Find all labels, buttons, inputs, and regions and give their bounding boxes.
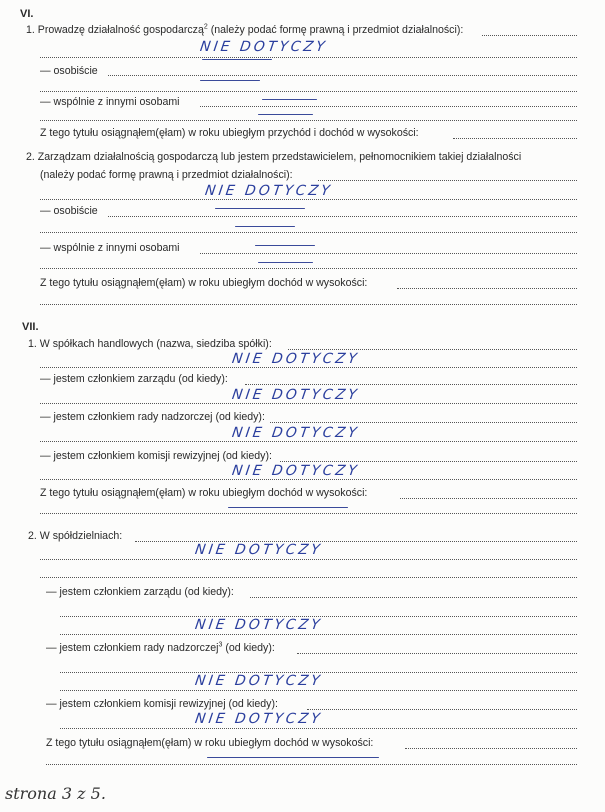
fill-line[interactable]	[40, 577, 577, 578]
handwritten-dash	[255, 245, 315, 246]
s7-item1-audit: — jestem członkiem komisji rewizyjnej (od kiedy):	[40, 450, 272, 462]
s7-item1-board: — jestem członkiem zarządu (od kiedy):	[40, 373, 228, 385]
handwritten-dash	[207, 757, 379, 758]
fill-line[interactable]	[200, 106, 577, 107]
s6-item1-personally: — osobiście	[40, 65, 98, 77]
s6-item1-label-text: 1. Prowadzę działalność gospodarczą	[26, 24, 204, 36]
s6-item2-label-line1: 2. Zarządzam działalnością gospodarczą lub jestem przedstawicielem, pełnomocnikiem takiej działalności	[26, 151, 522, 163]
handwritten-dash	[235, 226, 295, 227]
s7-item2-answer[interactable]: NIE DOTYCZY	[193, 542, 324, 558]
s6-item1-jointly: — wspólnie z innymi osobami	[40, 96, 180, 108]
s7-item1-supervisory-answer[interactable]: NIE DOTYCZY	[230, 425, 361, 441]
fill-line[interactable]	[40, 199, 577, 200]
fill-line[interactable]	[40, 513, 577, 514]
footnote-ref: 3	[218, 641, 223, 649]
fill-line[interactable]	[270, 422, 577, 423]
footnote-ref: 2	[203, 23, 208, 31]
s6-item1-income: Z tego tytułu osiągnąłem(ęłam) w roku ubiegłym przychód i dochód w wysokości:	[40, 127, 419, 139]
s7-item2-supervisory-text: — jestem członkiem rady nadzorczej	[46, 642, 219, 654]
fill-line[interactable]	[250, 597, 577, 598]
s7-item2-supervisory-rest: (od kiedy):	[222, 642, 275, 654]
s6-item1-label-rest: (należy podać formę prawną i przedmiot działalności):	[207, 24, 464, 36]
s7-item1-answer[interactable]: NIE DOTYCZY	[230, 351, 361, 367]
s7-item2-supervisory-answer[interactable]: NIE DOTYCZY	[193, 673, 324, 689]
fill-line[interactable]	[40, 304, 577, 305]
handwritten-dash	[215, 208, 305, 209]
fill-line[interactable]	[40, 403, 577, 404]
section-7-heading: VII.	[22, 321, 39, 333]
fill-line[interactable]	[397, 288, 577, 289]
handwritten-dash	[228, 507, 348, 508]
s6-item2-label-line2: (należy podać formę prawną i przedmiot działalności):	[40, 169, 293, 181]
s7-item2-supervisory	[46, 642, 275, 655]
fill-line[interactable]	[40, 479, 577, 480]
s6-item2-jointly: — wspólnie z innymi osobami	[40, 242, 180, 254]
s7-item2-income: Z tego tytułu osiągnąłem(ęłam) w roku ubiegłym dochód w wysokości:	[46, 737, 374, 749]
s7-item1-board-answer[interactable]: NIE DOTYCZY	[230, 387, 361, 403]
fill-line[interactable]	[482, 35, 577, 36]
fill-line[interactable]	[60, 690, 577, 691]
s6-item2-answer[interactable]: NIE DOTYCZY	[203, 183, 334, 199]
s7-item1-supervisory: — jestem członkiem rady nadzorczej (od kiedy):	[40, 411, 265, 423]
s6-item1-answer[interactable]: NIE DOTYCZY	[198, 39, 329, 55]
fill-line[interactable]	[46, 764, 577, 765]
s6-item2-personally: — osobiście	[40, 205, 98, 217]
handwritten-dash	[258, 114, 313, 115]
fill-line[interactable]	[60, 728, 577, 729]
handwritten-dash	[202, 59, 272, 60]
fill-line[interactable]	[60, 634, 577, 635]
s7-item2-board: — jestem członkiem zarządu (od kiedy):	[46, 586, 234, 598]
fill-line[interactable]	[108, 216, 577, 217]
s7-item1-income: Z tego tytułu osiągnąłem(ęłam) w roku ubiegłym dochód w wysokości:	[40, 487, 368, 499]
s7-item1-label: 1. W spółkach handlowych (nazwa, siedziba spółki):	[28, 338, 272, 350]
fill-line[interactable]	[40, 367, 577, 368]
fill-line[interactable]	[297, 653, 577, 654]
handwritten-dash	[258, 262, 313, 263]
fill-line[interactable]	[40, 91, 577, 92]
fill-line[interactable]	[40, 232, 577, 233]
s7-item2-audit-answer[interactable]: NIE DOTYCZY	[193, 711, 324, 727]
s7-item1-audit-answer[interactable]: NIE DOTYCZY	[230, 463, 361, 479]
handwritten-page-note: strona 3 z 5.	[5, 784, 106, 803]
handwritten-dash	[262, 99, 317, 100]
fill-line[interactable]	[307, 709, 577, 710]
fill-line[interactable]	[453, 138, 577, 139]
fill-line[interactable]	[40, 268, 577, 269]
fill-line[interactable]	[318, 180, 577, 181]
fill-line[interactable]	[40, 559, 577, 560]
fill-line[interactable]	[200, 253, 577, 254]
s7-item2-audit: — jestem członkiem komisji rewizyjnej (od kiedy):	[46, 698, 278, 710]
fill-line[interactable]	[280, 461, 577, 462]
fill-line[interactable]	[40, 441, 577, 442]
fill-line[interactable]	[108, 75, 577, 76]
s6-item1-label	[26, 24, 463, 37]
fill-line[interactable]	[288, 349, 577, 350]
fill-line[interactable]	[400, 498, 577, 499]
fill-line[interactable]	[40, 120, 577, 121]
fill-line[interactable]	[40, 57, 577, 58]
section-6-heading: VI.	[20, 8, 34, 20]
handwritten-dash	[200, 80, 260, 81]
s7-item2-label: 2. W spółdzielniach:	[28, 530, 123, 542]
s7-item2-board-answer[interactable]: NIE DOTYCZY	[193, 617, 324, 633]
fill-line[interactable]	[405, 748, 577, 749]
s6-item2-income: Z tego tytułu osiągnąłem(ęłam) w roku ubiegłym dochód w wysokości:	[40, 277, 368, 289]
fill-line[interactable]	[245, 384, 577, 385]
